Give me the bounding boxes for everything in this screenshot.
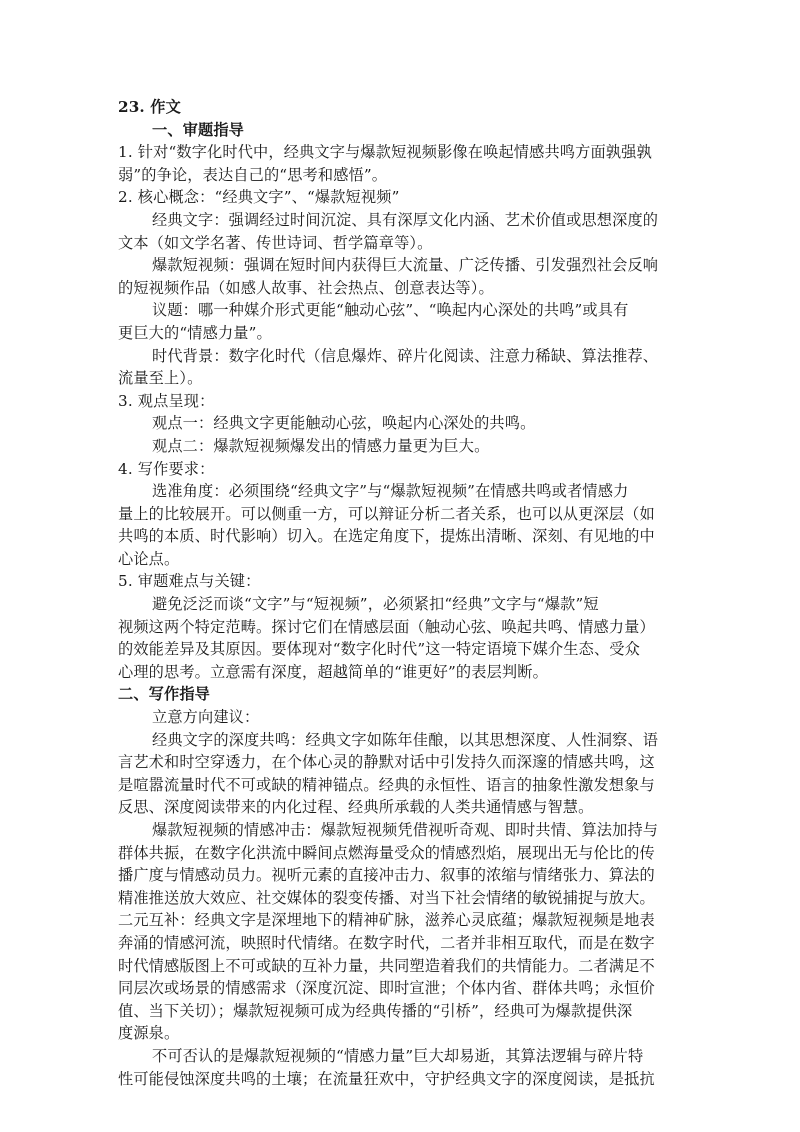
text-line: 精准推送放大效应、社交媒体的裂变传播、对当下社会情绪的敏锐捕捉与放大。 xyxy=(118,888,655,907)
text-line: 爆款短视频：强调在短时间内获得巨大流量、广泛传播、引发强烈社会反响 xyxy=(152,256,659,275)
text-line: 二元互补：经典文字是深埋地下的精神矿脉，滋养心灵底蕴；爆款短视频是地表 xyxy=(118,911,655,930)
text-line: 奔涌的情感河流，映照时代情绪。在数字时代，二者并非相互取代，而是在数字 xyxy=(118,933,655,952)
text-line: 3. 观点呈现： xyxy=(118,391,215,410)
text-line: 2. 核心概念：“经典文字”、“爆款短视频” xyxy=(118,188,400,207)
text-line: 弱”的争论，表达自己的“思考和感悟”。 xyxy=(118,165,388,184)
text-line: 的效能差异及其原因。要体现对“数字化时代”这一特定语境下媒介生态、受众 xyxy=(118,640,640,659)
text-line: 经典文字的深度共鸣：经典文字如陈年佳酿，以其思想深度、人性洞察、语 xyxy=(152,730,659,749)
text-line: 反思、深度阅读带来的内化过程、经典所承载的人类共通情感与智慧。 xyxy=(118,798,594,817)
text-line: 5. 审题难点与关键： xyxy=(118,572,261,591)
question-title: 23. 作文 xyxy=(118,98,181,116)
text-line: 性可能侵蚀深度共鸣的土壤；在流量狂欢中，守护经典文字的深度阅读，是抵抗 xyxy=(118,1069,655,1088)
text-line: 时代情感版图上不可或缺的互补力量，共同塑造着我们的共情能力。二者满足不 xyxy=(118,956,655,975)
text-line: 时代背景：数字化时代（信息爆炸、碎片化阅读、注意力稀缺、算法推荐、 xyxy=(152,346,659,365)
text-line: 言艺术和时空穿透力，在个体心灵的静默对话中引发持久而深邃的情感共鸣，这 xyxy=(118,753,655,772)
text-line: 选准角度：必须围绕“经典文字”与“爆款短视频”在情感共鸣或者情感力 xyxy=(152,482,629,501)
text-line: 心论点。 xyxy=(118,549,180,568)
text-line: 观点二：爆款短视频爆发出的情感力量更为巨大。 xyxy=(152,436,490,455)
text-line: 心理的思考。立意需有深度，超越简单的“谁更好”的表层判断。 xyxy=(118,662,548,681)
text-line: 观点一：经典文字更能触动心弦，唤起内心深处的共鸣。 xyxy=(152,414,536,433)
text-line: 1. 针对“数字化时代中，经典文字与爆款短视频影像在唤起情感共鸣方面孰强孰 xyxy=(118,143,652,162)
text-line: 更巨大的“情感力量”。 xyxy=(118,323,272,342)
text-line: 经典文字：强调经过时间沉淀、具有深厚文化内涵、艺术价值或思想深度的 xyxy=(152,210,659,229)
text-line: 爆款短视频的情感冲击：爆款短视频凭借视听奇观、即时共情、算法加持与 xyxy=(152,821,659,839)
essay-guidance-page xyxy=(118,96,684,1090)
text-line: 度源泉。 xyxy=(118,1024,180,1043)
text-line: 共鸣的本质、时代影响）切入。在选定角度下，提炼出清晰、深刻、有见地的中 xyxy=(118,527,655,546)
text-line: 文本（如文学名著、传世诗词、哲学篇章等）。 xyxy=(118,233,433,252)
section-heading: 一、审题指导 xyxy=(152,120,245,139)
text-line: 议题：哪一种媒介形式更能“触动心弦”、“唤起内心深处的共鸣”或具有 xyxy=(152,301,629,320)
text-line: 流量至上）。 xyxy=(118,369,203,388)
text-line: 避免泛泛而谈“文字”与“短视频”，必须紧扣“经典”文字与“爆款”短 xyxy=(152,595,599,614)
section-heading: 二、写作指导 xyxy=(118,685,211,704)
text-line: 视频这两个特定范畴。探讨它们在情感层面（触动心弦、唤起共鸣、情感力量） xyxy=(118,617,655,636)
text-line: 的短视频作品（如感人故事、社会热点、创意表达等）。 xyxy=(118,278,494,297)
text-line: 群体共振，在数字化洪流中瞬间点燃海量受众的情感烈焰，展现出无与伦比的传 xyxy=(118,843,655,862)
text-line: 不可否认的是爆款短视频的“情感力量”巨大却易逝，其算法逻辑与碎片特 xyxy=(152,1046,644,1065)
text-line: 立意方向建议： xyxy=(152,708,260,727)
text-line: 量上的比较展开。可以侧重一方，可以辩证分析二者关系，也可以从更深层（如 xyxy=(118,504,655,523)
text-line: 4. 写作要求： xyxy=(118,459,215,478)
text-line: 播广度与情感动员力。视听元素的直接冲击力、叙事的浓缩与情绪张力、算法的 xyxy=(118,866,655,885)
text-line: 是喧嚣流量时代不可或缺的精神锚点。经典的永恒性、语言的抽象性激发想象与 xyxy=(118,775,655,794)
text-line: 同层次或场景的情感需求（深度沉淀、即时宣泄；个体内省、群体共鸣；永恒价 xyxy=(118,979,655,998)
text-line: 值、当下关切）；爆款短视频可成为经典传播的“引桥”，经典可为爆款提供深 xyxy=(118,1001,633,1020)
